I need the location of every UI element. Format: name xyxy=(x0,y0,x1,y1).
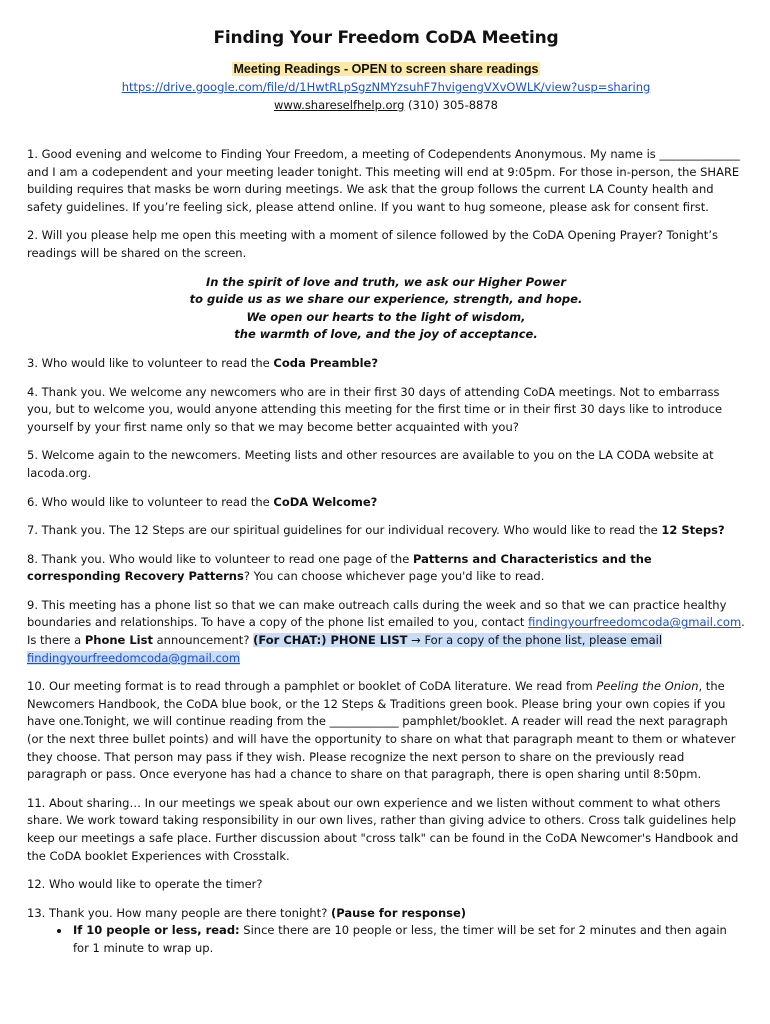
bullet-text: Since there are 10 people or less, the timer will be set for 2 minutes and then again for 1 minute to wrap up. xyxy=(73,923,727,955)
p8-bold: Patterns and Characteristics and the corresponding Recovery Patterns xyxy=(27,551,652,584)
timer-bullet-list xyxy=(27,922,745,957)
email-link[interactable]: findingyourfreedomcoda@gmail.com xyxy=(528,615,742,630)
paragraph-5: 5. Welcome again to the newcomers. Meeting lists and other resources are available to you on the LA CODA website at lacoda.org. xyxy=(27,448,714,480)
page-title: Finding Your Freedom CoDA Meeting xyxy=(213,28,559,48)
p7-bold: 12 Steps? xyxy=(661,523,725,538)
p9-text: . Is there a xyxy=(27,615,745,648)
p6-bold: CoDA Welcome? xyxy=(273,494,378,509)
paragraph-11: 11. About sharing… In our meetings we speak about our own experience and we listen without comment to what others share. We work toward taking responsibility in our own lives, rather than giving advice to others. Cross talk guidelines help keep our meetings a safe place. Further discussion about "cross talk" can be found in the CoDA Newcomer's Handbook and the CoDA booklet Experiences with Crosstalk. xyxy=(27,795,739,863)
phone-number: (310) 305-8878 xyxy=(408,98,498,112)
p13-text: 13. Thank you. How many people are there tonight? xyxy=(27,905,331,920)
prayer-line: In the spirit of love and truth, we ask our Higher Power xyxy=(205,274,567,289)
paragraph-8 xyxy=(27,551,745,586)
paragraph-12: 12. Who would like to operate the timer? xyxy=(27,877,263,892)
chat-email-link[interactable]: findingyourfreedomcoda@gmail.com xyxy=(27,650,241,665)
paragraph-10 xyxy=(27,678,745,784)
chat-text: → For a copy of the phone list, please email xyxy=(407,633,663,648)
p10-text: , the Newcomers Handbook, the CoDA blue book, or the 12 Steps & Traditions green book. Please bring your own copies if you have one.Tonight, we will continue reading from the ____________ pamphlet/booklet. A reader will read the next paragraph (or the next three bullet points) and will have the opportunity to share on what that paragraph meant to them or whatever they choose. That person may pass if they wish. Please recognize the next person to share on the previously read paragraph or pass. Once everyone has had a chance to share on that paragraph, there is open sharing until 8:50pm. xyxy=(27,679,736,782)
p10-text: 10. Our meeting format is to read through a pamphlet or booklet of CoDA literature. We read from xyxy=(27,679,597,694)
subtitle: Meeting Readings - OPEN to screen share readings xyxy=(233,62,539,76)
document-page xyxy=(27,28,745,958)
paragraph-4: 4. Thank you. We welcome any newcomers who are in their first 30 days of attending CoDA meetings. Not to embarrass you, but to welcome you, would anyone attending this meeting for the first time or in their first 30 days like to introduce yourself by your first name only so that we may become better acquainted with you? xyxy=(27,384,723,434)
paragraph-9 xyxy=(27,597,745,667)
paragraph-1: 1. Good evening and welcome to Finding Your Freedom, a meeting of Codependents Anonymous. My name is ______________ and I am a codependent and your meeting leader tonight. This meeting will end at 9:05pm. For those in-person, the SHARE building requires that masks be worn during meetings. We ask that the group follows the current LA County health and safety guidelines. If you’re feeling sick, please attend online. If you want to hug someone, please ask for consent first. xyxy=(27,147,740,214)
prayer-line: to guide us as we share our experience, strength, and hope. xyxy=(189,292,583,307)
paragraph-2: 2. Will you please help me open this meeting with a moment of silence followed by the CoDA Opening Prayer? Tonight’s readings will be shared on the screen. xyxy=(27,228,718,260)
p9-text: 9. This meeting has a phone list so that we can make outreach calls during the week and so that we can practice healthy boundaries and relationships. To have a copy of the phone list emailed to you, contact xyxy=(27,597,727,630)
chat-phone-list-label: (For CHAT:) PHONE LIST xyxy=(253,633,408,648)
list-item xyxy=(71,922,745,957)
paragraph-3 xyxy=(27,355,745,373)
p6-text: 6. Who would like to volunteer to read the xyxy=(27,494,274,509)
p10-italic: Peeling the Onion xyxy=(596,679,699,694)
prayer-line: the warmth of love, and the joy of acceptance. xyxy=(234,327,538,342)
drive-link[interactable]: https://drive.google.com/file/d/1HwtRLpSgzNMYzsuhF7hvigengVXvOWLK/view?usp=sharing xyxy=(121,80,651,94)
p8-text: 8. Thank you. Who would like to volunteer to read one page of the xyxy=(27,551,413,566)
p3-bold: Coda Preamble? xyxy=(273,355,378,370)
share-link[interactable]: www.shareselfhelp.org xyxy=(274,98,405,112)
prayer-line: We open our hearts to the light of wisdom, xyxy=(246,309,526,324)
paragraph-13 xyxy=(27,905,745,923)
p9-text: announcement? xyxy=(152,633,254,648)
p8-tail: ? You can choose whichever page you'd like to read. xyxy=(243,569,545,584)
opening-prayer xyxy=(27,274,745,344)
paragraph-7 xyxy=(27,522,745,540)
p3-text: 3. Who would like to volunteer to read the xyxy=(27,355,274,370)
p9-bold: Phone List xyxy=(84,633,153,648)
p13-bold: (Pause for response) xyxy=(330,905,467,920)
paragraph-6 xyxy=(27,494,745,512)
header-block xyxy=(27,60,745,114)
bullet-bold: If 10 people or less, read: xyxy=(73,923,240,938)
p7-text: 7. Thank you. The 12 Steps are our spiritual guidelines for our individual recovery. Who would like to read the xyxy=(27,523,662,538)
